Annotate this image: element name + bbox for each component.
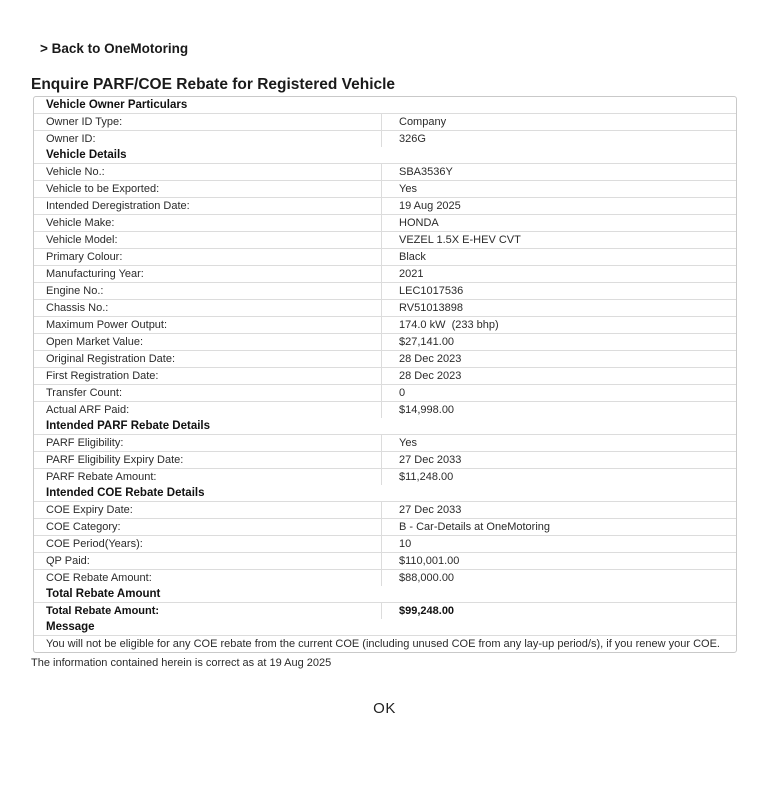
table-row [34,536,736,553]
table-row-total-rebate [34,603,736,619]
field-value: $99,248.00 [381,603,736,619]
field-value: 2021 [381,266,736,282]
field-label: Open Market Value: [46,335,144,348]
table-row [34,469,736,485]
table-row [34,114,736,131]
table-row [34,368,736,385]
ok-button[interactable]: OK [363,698,406,719]
table-row [34,519,736,536]
field-label: Owner ID Type: [46,115,123,128]
field-label: Maximum Power Output: [46,318,168,331]
field-value: 28 Dec 2023 [381,351,736,367]
page-title: Enquire PARF/COE Rebate for Registered Vehicle [31,76,396,93]
field-label: COE Rebate Amount: [46,571,152,584]
table-row [34,131,736,147]
field-value: 27 Dec 2033 [381,502,736,518]
field-value: 10 [381,536,736,552]
message-text: You will not be eligible for any COE rebate from the current COE (including unused COE from any lay-up period/s), if you renew your COE. [46,637,720,650]
field-value: 326G [381,131,736,147]
table-row [34,249,736,266]
rebate-details-table [33,96,737,653]
field-label: Primary Colour: [46,250,123,263]
back-to-onemotoring-link[interactable]: > Back to OneMotoring [40,41,189,56]
field-label: Owner ID: [46,132,96,145]
field-value: 19 Aug 2025 [381,198,736,214]
field-value: $88,000.00 [381,570,736,586]
table-row [34,300,736,317]
field-label: First Registration Date: [46,369,159,382]
section-header-vehicle-owner-particulars: Vehicle Owner Particulars [34,97,736,114]
field-label: COE Category: [46,520,121,533]
table-row [34,198,736,215]
field-value: B - Car-Details at OneMotoring [381,519,736,535]
table-row [34,553,736,570]
field-label: Transfer Count: [46,386,123,399]
table-row [34,164,736,181]
field-value: $14,998.00 [381,402,736,418]
table-row [34,452,736,469]
table-row [34,181,736,198]
field-value: VEZEL 1.5X E-HEV CVT [381,232,736,248]
field-value: LEC1017536 [381,283,736,299]
field-value: 28 Dec 2023 [381,368,736,384]
field-value: 0 [381,385,736,401]
field-label: Engine No.: [46,284,104,297]
field-label: Vehicle Model: [46,233,118,246]
ok-button-container [0,698,769,719]
field-value: 174.0 kW (233 bhp) [381,317,736,333]
field-value: Yes [381,435,736,451]
field-value: 27 Dec 2033 [381,452,736,468]
table-row [34,232,736,249]
field-label: PARF Eligibility Expiry Date: [46,453,184,466]
correct-as-at-note: The information contained herein is correct as at 19 Aug 2025 [31,657,332,669]
table-row [34,215,736,232]
field-label: Manufacturing Year: [46,267,144,280]
field-label: Intended Deregistration Date: [46,199,190,212]
section-header-intended-parf-rebate-details: Intended PARF Rebate Details [34,418,736,435]
table-row [34,570,736,586]
field-value: Company [381,114,736,130]
field-value: $11,248.00 [381,469,736,485]
section-header-intended-coe-rebate-details: Intended COE Rebate Details [34,485,736,502]
field-label: Original Registration Date: [46,352,176,365]
field-label: Actual ARF Paid: [46,403,130,416]
section-header-vehicle-details: Vehicle Details [34,147,736,164]
table-row [34,283,736,300]
field-label: Total Rebate Amount: [46,604,160,617]
field-label: Chassis No.: [46,301,109,314]
table-row [34,317,736,334]
table-row [34,402,736,418]
field-label: PARF Rebate Amount: [46,470,157,483]
field-label: COE Period(Years): [46,537,143,550]
field-label: QP Paid: [46,554,90,567]
field-value: $27,141.00 [381,334,736,350]
field-label: Vehicle No.: [46,165,105,178]
section-header-message: Message [34,619,736,636]
table-row [34,435,736,452]
field-label: COE Expiry Date: [46,503,133,516]
field-value: RV51013898 [381,300,736,316]
field-value: $110,001.00 [381,553,736,569]
field-value: SBA3536Y [381,164,736,180]
table-row [34,334,736,351]
field-value: Black [381,249,736,265]
section-header-total-rebate-amount: Total Rebate Amount [34,586,736,603]
table-row [34,502,736,519]
field-label: PARF Eligibility: [46,436,124,449]
table-row [34,266,736,283]
table-row [34,351,736,368]
field-value: Yes [381,181,736,197]
field-label: Vehicle Make: [46,216,115,229]
field-label: Vehicle to be Exported: [46,182,160,195]
field-value: HONDA [381,215,736,231]
table-row [34,385,736,402]
